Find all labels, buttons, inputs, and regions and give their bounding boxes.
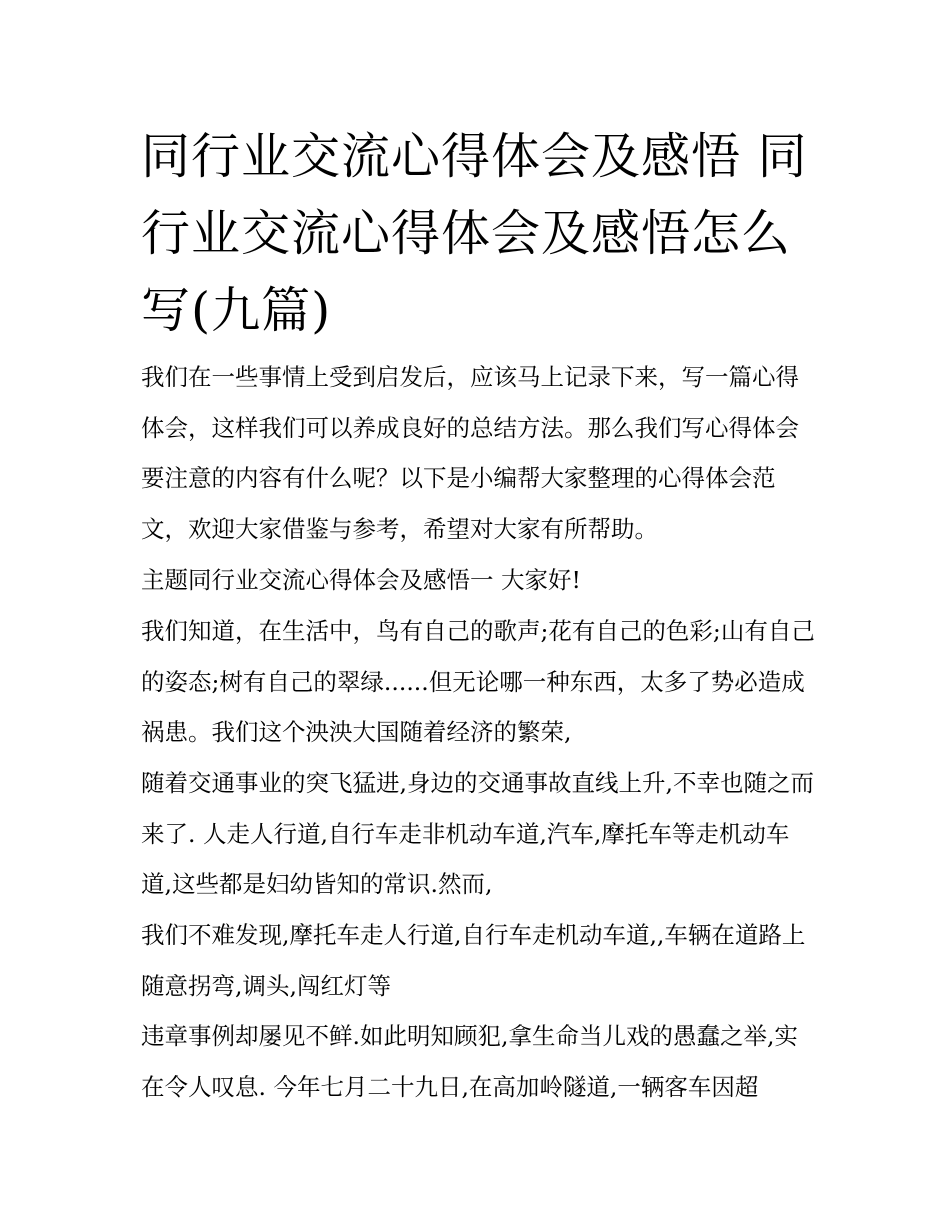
- paragraph-observe: 我们不难发现,摩托车走人行道,自行车走机动车道,,车辆在道路上随意拐弯,调头,闯红灯等: [141, 921, 806, 1000]
- paragraph-traffic: 随着交通事业的突飞猛进,身边的交通事故直线上升,不幸也随之而来了. 人走人行道,自行车走非机动车道,汽车,摩托车等走机动车道,这些都是妇幼皆知的常识.然而,: [141, 769, 814, 898]
- paragraph-topic-heading: 主题同行业交流心得体会及感悟一 大家好!: [141, 566, 581, 594]
- paragraph-intro: 我们在一些事情上受到启发后，应该马上记录下来，写一篇心得体会，这样我们可以养成良好的总结方法。那么我们写心得体会要注意的内容有什么呢？以下是小编帮大家整理的心得体会范文，欢迎大家借鉴与参考，希望对大家有所帮助。: [141, 363, 799, 543]
- paragraph-violations: 违章事例却屡见不鲜.如此明知顾犯,拿生命当儿戏的愚蠢之举,实在令人叹息. 今年七月二十九日,在高加岭隧道,一辆客车因超: [141, 1022, 798, 1101]
- document-title: 同行业交流心得体会及感悟 同行业交流心得体会及感悟怎么写(九篇): [141, 128, 808, 339]
- paragraph-we-know: 我们知道，在生活中，鸟有自己的歌声;花有自己的色彩;山有自己的姿态;树有自己的翠绿......但无论哪一种东西，太多了势必造成祸患。我们这个泱泱大国随着经济的繁荣,: [141, 617, 815, 746]
